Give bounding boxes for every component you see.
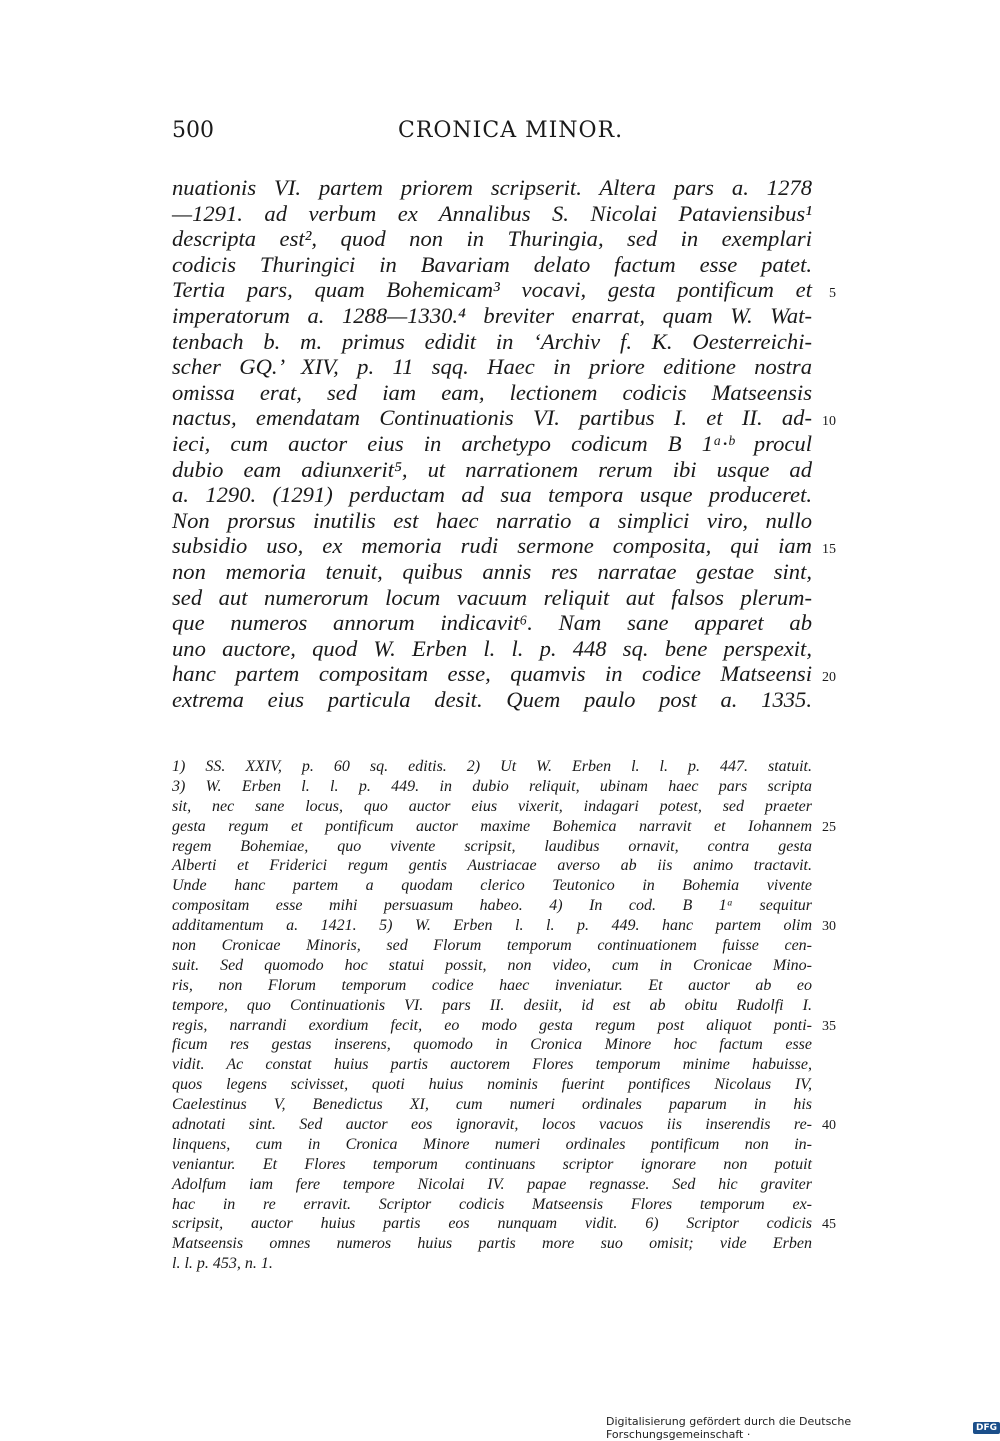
main-text-line <box>172 303 812 329</box>
main-text-line <box>172 175 812 201</box>
main-text-line <box>172 277 836 303</box>
footnote-line-text: vidit. Ac constat huius partis auctorem Flores temporum minime habuisse, <box>172 1056 812 1074</box>
line-number-marker: 10 <box>822 414 836 430</box>
footnote-line <box>172 757 812 777</box>
footnote-line <box>172 936 812 956</box>
footnote-line <box>172 1214 836 1234</box>
main-text-line <box>172 636 812 662</box>
main-text-line <box>172 354 812 380</box>
footnote-line <box>172 1254 812 1274</box>
footnote-line-text: Alberti et Friderici regum gentis Austriacae averso ab iis animo tractavit. <box>172 857 812 875</box>
footnote-line <box>172 1155 812 1175</box>
footnote-line <box>172 817 836 837</box>
footnote-line <box>172 1016 836 1036</box>
main-text-line-text: omissa erat, sed iam eam, lectionem codicis Matseensis <box>172 379 812 405</box>
footnote-line-text: suit. Sed quomodo hoc statui possit, non video, cum in Cronicae Mino- <box>172 956 812 974</box>
main-text-block <box>172 175 836 712</box>
main-text-line-text: que numeros annorum indicavit⁶. Nam sane apparet ab <box>172 610 812 636</box>
footnote-line <box>172 1234 812 1254</box>
page-number: 500 <box>172 118 214 143</box>
line-number-marker: 40 <box>822 1118 836 1134</box>
line-number-marker: 20 <box>822 670 836 686</box>
main-text-line-text: Tertia pars, quam Bohemicam³ vocavi, gesta pontificum et <box>172 277 812 303</box>
main-text-line <box>172 380 812 406</box>
footnote-line <box>172 1175 812 1195</box>
line-number-marker: 5 <box>829 286 836 302</box>
main-text-line-text: hanc partem compositam esse, quamvis in codice Matseensi <box>172 661 812 687</box>
main-text-line-text: Non prorsus inutilis est haec narratio a simplici viro, nullo <box>172 507 812 533</box>
main-text-line <box>172 252 812 278</box>
line-number-marker: 45 <box>822 1217 836 1233</box>
footnote-line <box>172 916 836 936</box>
main-text-line <box>172 687 812 713</box>
footnote-line <box>172 976 812 996</box>
main-text-line-text: sed aut numerorum locum vacuum reliquit aut falsos plerum- <box>172 584 812 610</box>
footnote-line <box>172 876 812 896</box>
footnote-line-text: Adolfum iam fere tempore Nicolai IV. papae regnasse. Sed hic graviter <box>172 1175 812 1193</box>
footnotes-block <box>172 757 836 1274</box>
footnote-line-text: ris, non Florum temporum codice haec inveniatur. Et auctor ab eo <box>172 976 812 994</box>
footnote-line <box>172 956 812 976</box>
footnote-line-text: hac in re erravit. Scriptor codicis Matseensis Flores temporum ex- <box>172 1195 812 1213</box>
line-number-marker: 15 <box>822 542 836 558</box>
footnote-line <box>172 1075 812 1095</box>
footnote-line <box>172 797 812 817</box>
footnote-line-text: veniantur. Et Flores temporum continuans scriptor ignorare non potuit <box>172 1155 812 1173</box>
footnote-line-text: quos legens scivisset, quoti huius nominis fuerint pontifices Nicolaus IV, <box>172 1076 812 1094</box>
line-number-marker: 25 <box>822 819 836 835</box>
footnote-line-text: regem Bohemiae, quo vivente scripsit, laudibus ornavit, contra gesta <box>172 837 812 855</box>
main-text-line <box>172 585 812 611</box>
footnote-line <box>172 856 812 876</box>
main-text-line-text: descripta est², quod non in Thuringia, sed in exemplari <box>172 226 812 252</box>
line-number-marker: 35 <box>822 1018 836 1034</box>
footnote-line <box>172 1095 812 1115</box>
footnote-line-text: Unde hanc partem a quodam clerico Teutonico in Bohemia vivente <box>172 877 812 895</box>
main-text-line-text: scher GQ.’ XIV, p. 11 sqq. Haec in priore editione nostra <box>172 354 812 380</box>
main-text-line-text: codicis Thuringici in Bavariam delato factum esse patet. <box>172 251 812 277</box>
main-text-line-text: a. 1290. (1291) perductam ad sua tempora usque produceret. <box>172 482 812 508</box>
footnote-line <box>172 1135 812 1155</box>
footnote-line <box>172 996 812 1016</box>
footnote-line-text: compositam esse mihi persuasum habeo. 4) In cod. B 1ᵃ sequitur <box>172 897 812 915</box>
footnote-line-text: scripsit, auctor huius partis eos nunquam vidit. 6) Scriptor codicis <box>172 1215 812 1233</box>
footnote-line <box>172 1115 836 1135</box>
main-text-line <box>172 226 812 252</box>
footnote-line-text: gesta regum et pontificum auctor maxime Bohemica narravit et Iohannem <box>172 817 812 835</box>
main-text-line-text: nactus, emendatam Continuationis VI. partibus I. et II. ad- <box>172 405 812 431</box>
main-text-line-text: uno auctore, quod W. Erben l. l. p. 448 sq. bene perspexit, <box>172 635 812 661</box>
main-text-line-text: subsidio uso, ex memoria rudi sermone composita, qui iam <box>172 533 812 559</box>
main-text-line <box>172 533 836 559</box>
footnote-line-text: additamentum a. 1421. 5) W. Erben l. l. p. 449. hanc partem olim <box>172 917 812 935</box>
main-text-line-text: —1291. ad verbum ex Annalibus S. Nicolai Pataviensibus¹ <box>172 200 812 226</box>
footnote-line-text: tempore, quo Continuationis VI. pars II. desiit, id est ab obitu Rudolfi I. <box>172 996 812 1014</box>
main-text-line <box>172 457 812 483</box>
credit-text: Digitalisierung gefördert durch die Deutsche Forschungsgemeinschaft · <box>606 1415 852 1441</box>
footnote-line-text: adnotati sint. Sed auctor eos ignoravit, locos vacuos iis inserendis re- <box>172 1116 812 1134</box>
main-text-line <box>172 559 812 585</box>
main-text-line <box>172 201 812 227</box>
main-text-line-text: imperatorum a. 1288—1330.⁴ breviter enarrat, quam W. Wat- <box>172 302 812 328</box>
dfg-logo: DFG <box>973 1422 1000 1434</box>
footnote-line <box>172 1035 812 1055</box>
footnote-line-text: non Cronicae Minoris, sed Florum temporum continuationem fuisse cen- <box>172 937 812 955</box>
footnote-line-text: linquens, cum in Cronica Minore numeri ordinales pontificum non in- <box>172 1135 812 1153</box>
footnote-line-text: 1) SS. XXIV, p. 60 sq. editis. 2) Ut W. Erben l. l. p. 447. statuit. <box>172 758 812 775</box>
digitization-credit <box>606 1415 1000 1441</box>
main-text-line <box>172 431 812 457</box>
footnote-line <box>172 896 812 916</box>
main-text-line-text: extrema eius particula desit. Quem paulo post a. 1335. <box>172 686 812 712</box>
main-text-line-text: tenbach b. m. primus edidit in ‘Archiv f. K. Oesterreichi- <box>172 328 812 354</box>
line-number-marker: 30 <box>822 919 836 935</box>
footnote-line-text: 3) W. Erben l. l. p. 449. in dubio reliquit, ubinam haec pars scripta <box>172 777 812 795</box>
footnote-line-text: ficum res gestas inserens, quomodo in Cronica Minore hoc factum esse <box>172 1036 812 1054</box>
main-text-line-text: ieci, cum auctor eius in archetypo codicum B 1ᵃ·ᵇ procul <box>172 430 812 456</box>
footnote-line-text: Matseensis omnes numeros huius partis more suo omisit; vide Erben <box>172 1235 812 1253</box>
footnote-line-text: Caelestinus V, Benedictus XI, cum numeri ordinales paparum in his <box>172 1096 812 1114</box>
footnote-line-text: regis, narrandi exordium fecit, eo modo gesta regum post aliquot ponti- <box>172 1016 812 1034</box>
main-text-line <box>172 661 836 687</box>
page-header <box>0 118 1000 158</box>
footnote-line <box>172 1195 812 1215</box>
main-text-line-text: nuationis VI. partem priorem scripserit. Altera pars a. 1278 <box>172 175 812 200</box>
main-text-line <box>172 508 812 534</box>
main-text-line-text: non memoria tenuit, quibus annis res narratae gestae sint, <box>172 558 812 584</box>
footnote-line <box>172 777 812 797</box>
main-text-line <box>172 610 812 636</box>
main-text-line <box>172 329 812 355</box>
footnote-line <box>172 1055 812 1075</box>
main-text-line-text: dubio eam adiunxerit⁵, ut narrationem rerum ibi usque ad <box>172 456 812 482</box>
footnote-line-text: l. l. p. 453, n. 1. <box>172 1255 273 1273</box>
running-title: CRONICA MINOR. <box>398 118 624 143</box>
main-text-line <box>172 405 836 431</box>
main-text-line <box>172 482 812 508</box>
footnote-line-text: sit, nec sane locus, quo auctor eius vixerit, indagari potest, sed praeter <box>172 797 812 815</box>
footnote-line <box>172 837 812 857</box>
